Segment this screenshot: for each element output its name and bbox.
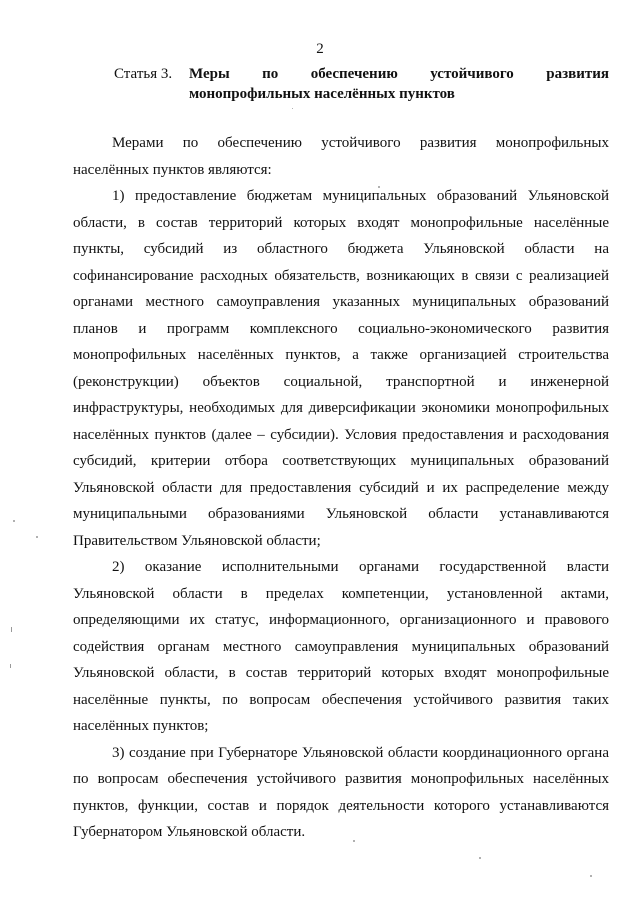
page-number: 2 [316,41,324,57]
scan-speck [292,108,293,109]
scan-speck [13,520,15,522]
article-title-line-2: монопрофильных населённых пунктов [189,86,455,102]
scan-speck [353,840,355,842]
measure-2-paragraph: 2) оказание исполнительными органами государственной власти Ульяновской области в пределах компетенции, установленной актами, определяющими их статус, информационного, организационного и правового содействия органам местного самоуправления муниципальных образований Ульяновской области, в состав территорий которых входят монопрофильные населённые пункты, по вопросам обеспечения устойчивого развития таких населённых пунктов; [73,559,609,734]
scan-speck [479,857,481,859]
measure-1-paragraph: 1) предоставление бюджетам муниципальных образований Ульяновской области, в состав территорий которых входят монопрофильные населённые пункты, субсидий из областного бюджета Ульяновской области на софинансирование расходных обязательств, возникающих в связи с реализацией органами местного самоуправления указанных муниципальных образований планов и программ комплексного социально-экономического развития монопрофильных населённых пунктов, а также организацией строительства (реконструкции) объектов социальной, транспортной и инженерной инфраструктуры, необходимых для диверсификации экономики монопрофильных населённых пунктов (далее – субсидии). Условия предоставления и расходования субсидий, критерии отбора соответствующих муниципальных образований Ульяновской области для предоставления субсидий и их распределение между муниципальными образованиями Ульяновской области устанавливаются Правительством Ульяновской области; [73,188,609,549]
scan-speck [36,536,38,538]
measure-3-paragraph: 3) создание при Губернаторе Ульяновской области координационного органа по вопросам обеспечения устойчивого развития монопрофильных населённых пунктов, функции, состав и порядок деятельности которого устанавливаются Губернатором Ульяновской области. [73,744,609,840]
article-number: Статья 3. [114,66,173,82]
scan-speck [10,664,11,668]
article-body [73,130,609,846]
article-title-line-1: Меры по обеспечению устойчивого развития [189,66,609,82]
scan-speck [590,875,592,877]
scan-speck [378,186,380,188]
intro-paragraph: Мерами по обеспечению устойчивого развития монопрофильных населённых пунктов являются: [73,135,609,178]
scan-speck [11,627,12,632]
